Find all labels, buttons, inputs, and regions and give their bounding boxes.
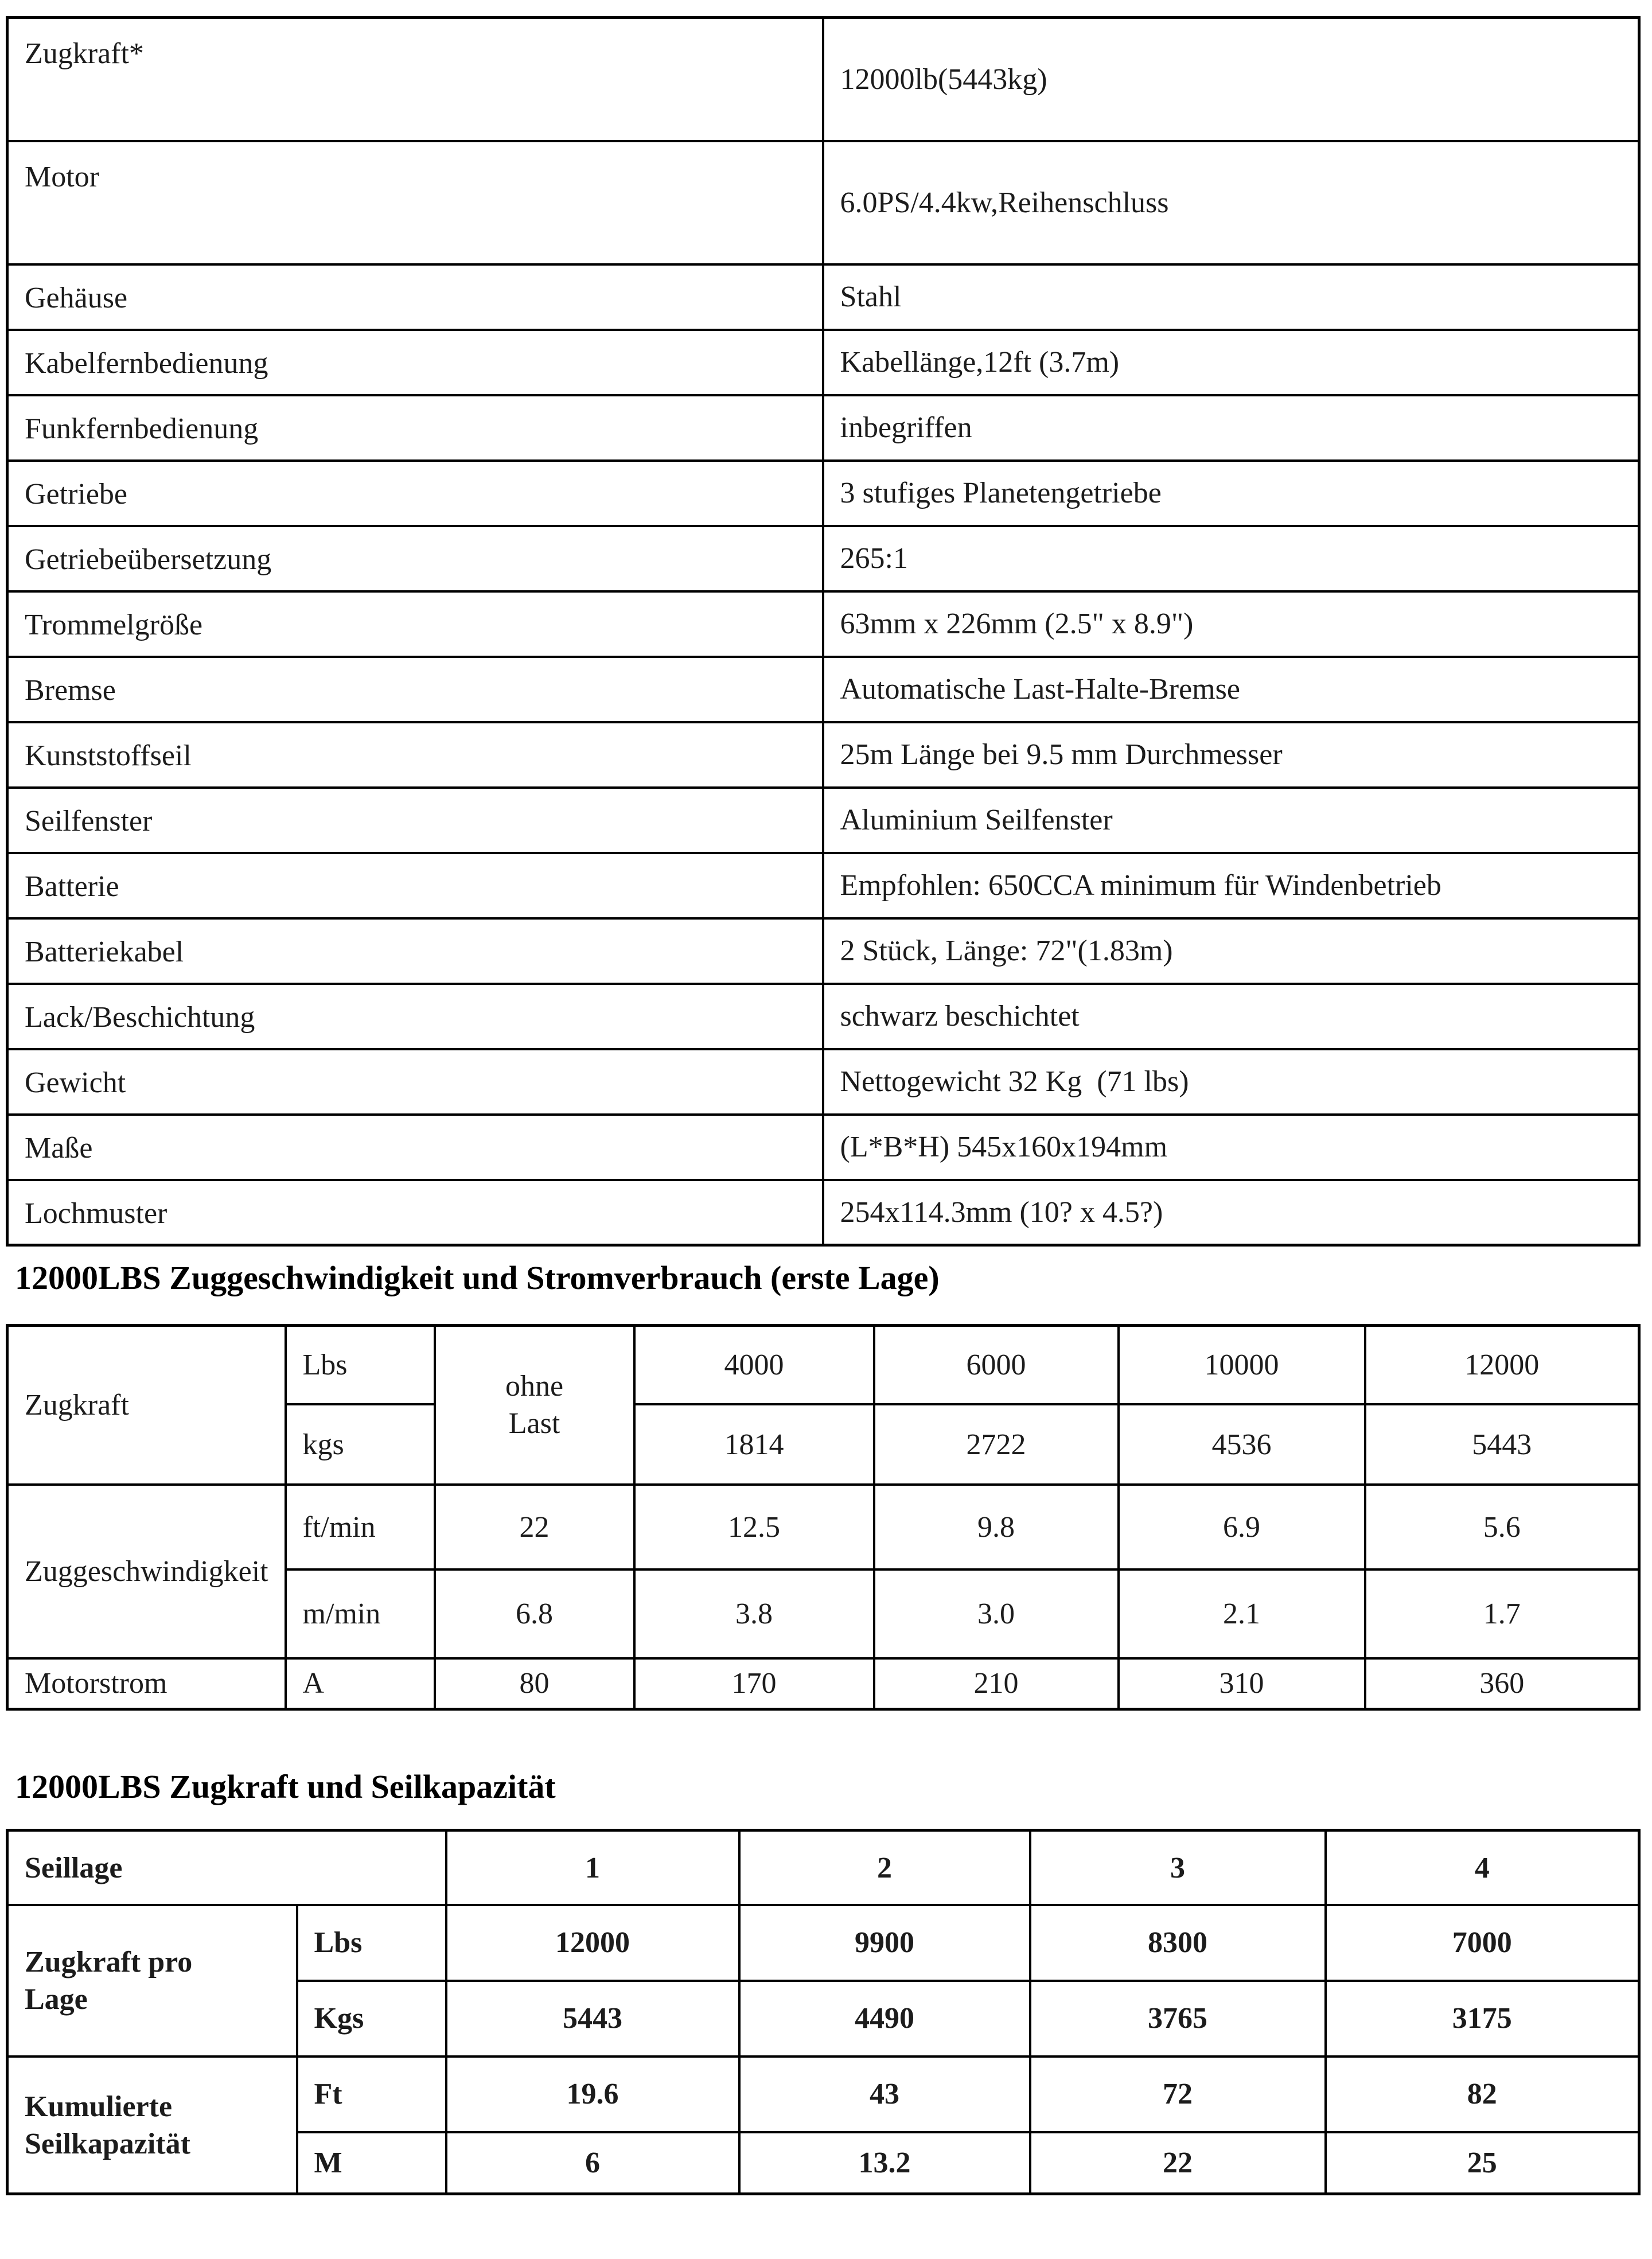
spec-value: inbegriffen	[823, 395, 1639, 461]
capacity-section-heading: 12000LBS Zugkraft und Seilkapazität	[15, 1767, 556, 1805]
data-cell: 19.6	[446, 2057, 739, 2132]
data-cell: 13.2	[739, 2132, 1030, 2194]
spec-label: Bremse	[7, 657, 823, 722]
spec-value: Automatische Last-Halte-Bremse	[823, 657, 1639, 722]
spec-value: 265:1	[823, 526, 1639, 591]
table-row	[7, 1658, 1639, 1709]
row-group-label-zuggeschwindigkeit: Zuggeschwindigkeit	[7, 1485, 286, 1658]
layer-header-cell: 3	[1030, 1830, 1326, 1905]
data-cell: 6000	[874, 1325, 1119, 1404]
spec-label: Zugkraft*	[7, 18, 823, 141]
no-load-cell: ohne Last	[435, 1325, 634, 1485]
spec-value: (L*B*H) 545x160x194mm	[823, 1115, 1639, 1180]
spec-value: schwarz beschichtet	[823, 984, 1639, 1049]
spec-row	[7, 461, 1639, 526]
unit-label-mmin: m/min	[286, 1569, 435, 1658]
data-cell: 2.1	[1119, 1569, 1365, 1658]
spec-label: Kabelfernbedienung	[7, 330, 823, 395]
data-cell: 72	[1030, 2057, 1326, 2132]
spec-row	[7, 788, 1639, 853]
spec-value: 3 stufiges Planetengetriebe	[823, 461, 1639, 526]
spec-label: Kunststoffseil	[7, 722, 823, 788]
spec-value: Empfohlen: 650CCA minimum für Windenbetrieb	[823, 853, 1639, 918]
data-cell: 6	[446, 2132, 739, 2194]
spec-table	[6, 16, 1641, 1247]
unit-label-ftmin: ft/min	[286, 1485, 435, 1569]
layer-header-label: Seillage	[7, 1830, 446, 1905]
spec-row	[7, 330, 1639, 395]
data-cell: 5.6	[1365, 1485, 1639, 1569]
spec-value: 254x114.3mm (10? x 4.5?)	[823, 1180, 1639, 1245]
spec-label: Funkfernbedienung	[7, 395, 823, 461]
data-cell: 22	[435, 1485, 634, 1569]
spec-label: Maße	[7, 1115, 823, 1180]
spec-row	[7, 141, 1639, 264]
spec-row	[7, 1115, 1639, 1180]
spec-label: Trommelgröße	[7, 591, 823, 657]
unit-label-lbs: Lbs	[286, 1325, 435, 1404]
layer-header-cell: 4	[1326, 1830, 1639, 1905]
spec-row	[7, 984, 1639, 1049]
unit-label-m: M	[297, 2132, 446, 2194]
data-cell: 2722	[874, 1404, 1119, 1485]
unit-label-ft: Ft	[297, 2057, 446, 2132]
data-cell: 310	[1119, 1658, 1365, 1709]
data-cell: 1.7	[1365, 1569, 1639, 1658]
unit-label-lbs: Lbs	[297, 1905, 446, 1981]
data-cell: 6.9	[1119, 1485, 1365, 1569]
table-row	[7, 1325, 1639, 1404]
table-row	[7, 1830, 1639, 1905]
unit-label-kgs: Kgs	[297, 1981, 446, 2057]
speed-section-heading: 12000LBS Zuggeschwindigkeit und Stromverbrauch (erste Lage)	[15, 1259, 940, 1296]
unit-label-a: A	[286, 1658, 435, 1709]
spec-row	[7, 591, 1639, 657]
data-cell: 170	[634, 1658, 874, 1709]
row-group-label-kumulierte-seilkapazitaet: Kumulierte Seilkapazität	[7, 2057, 297, 2194]
data-cell: 12.5	[634, 1485, 874, 1569]
data-cell: 7000	[1326, 1905, 1639, 1981]
spec-label: Batterie	[7, 853, 823, 918]
speed-current-table	[6, 1324, 1641, 1711]
spec-row	[7, 264, 1639, 330]
spec-row	[7, 526, 1639, 591]
row-group-label-zugkraft: Zugkraft	[7, 1325, 286, 1485]
spec-value: 63mm x 226mm (2.5" x 8.9")	[823, 591, 1639, 657]
data-cell: 4000	[634, 1325, 874, 1404]
data-cell: 4536	[1119, 1404, 1365, 1485]
table-row	[7, 1905, 1639, 1981]
data-cell: 43	[739, 2057, 1030, 2132]
data-cell: 22	[1030, 2132, 1326, 2194]
data-cell: 12000	[1365, 1325, 1639, 1404]
spec-label: Getriebeübersetzung	[7, 526, 823, 591]
layer-header-cell: 2	[739, 1830, 1030, 1905]
data-cell: 5443	[1365, 1404, 1639, 1485]
data-cell: 12000	[446, 1905, 739, 1981]
spec-value: Aluminium Seilfenster	[823, 788, 1639, 853]
data-cell: 10000	[1119, 1325, 1365, 1404]
data-cell: 8300	[1030, 1905, 1326, 1981]
row-group-label-zugkraft-pro-lage: Zugkraft pro Lage	[7, 1905, 297, 2057]
spec-label: Getriebe	[7, 461, 823, 526]
capacity-table	[6, 1829, 1641, 2195]
row-label-motorstrom: Motorstrom	[7, 1658, 286, 1709]
table-row	[7, 1485, 1639, 1569]
data-cell: 9900	[739, 1905, 1030, 1981]
data-cell: 360	[1365, 1658, 1639, 1709]
spec-value: 12000lb(5443kg)	[823, 18, 1639, 141]
spec-row	[7, 918, 1639, 984]
spec-value: 6.0PS/4.4kw,Reihenschluss	[823, 141, 1639, 264]
spec-row	[7, 722, 1639, 788]
data-cell: 3765	[1030, 1981, 1326, 2057]
spec-label: Lack/Beschichtung	[7, 984, 823, 1049]
spec-label: Gewicht	[7, 1049, 823, 1115]
data-cell: 25	[1326, 2132, 1639, 2194]
layer-header-cell: 1	[446, 1830, 739, 1905]
data-cell: 82	[1326, 2057, 1639, 2132]
unit-label-kgs: kgs	[286, 1404, 435, 1485]
spec-row	[7, 853, 1639, 918]
data-cell: 6.8	[435, 1569, 634, 1658]
spec-value: 2 Stück, Länge: 72"(1.83m)	[823, 918, 1639, 984]
spec-row	[7, 395, 1639, 461]
spec-row	[7, 1180, 1639, 1245]
spec-value: Stahl	[823, 264, 1639, 330]
data-cell: 1814	[634, 1404, 874, 1485]
spec-label: Gehäuse	[7, 264, 823, 330]
data-cell: 3.8	[634, 1569, 874, 1658]
spec-row	[7, 657, 1639, 722]
spec-row	[7, 18, 1639, 141]
spec-label: Motor	[7, 141, 823, 264]
spec-value: Nettogewicht 32 Kg (71 lbs)	[823, 1049, 1639, 1115]
spec-label: Batteriekabel	[7, 918, 823, 984]
data-cell: 3175	[1326, 1981, 1639, 2057]
spec-value: 25m Länge bei 9.5 mm Durchmesser	[823, 722, 1639, 788]
spec-row	[7, 1049, 1639, 1115]
spec-label: Seilfenster	[7, 788, 823, 853]
data-cell: 210	[874, 1658, 1119, 1709]
data-cell: 3.0	[874, 1569, 1119, 1658]
data-cell: 4490	[739, 1981, 1030, 2057]
spec-label: Lochmuster	[7, 1180, 823, 1245]
spec-value: Kabellänge,12ft (3.7m)	[823, 330, 1639, 395]
table-row	[7, 2057, 1639, 2132]
data-cell: 5443	[446, 1981, 739, 2057]
data-cell: 80	[435, 1658, 634, 1709]
data-cell: 9.8	[874, 1485, 1119, 1569]
